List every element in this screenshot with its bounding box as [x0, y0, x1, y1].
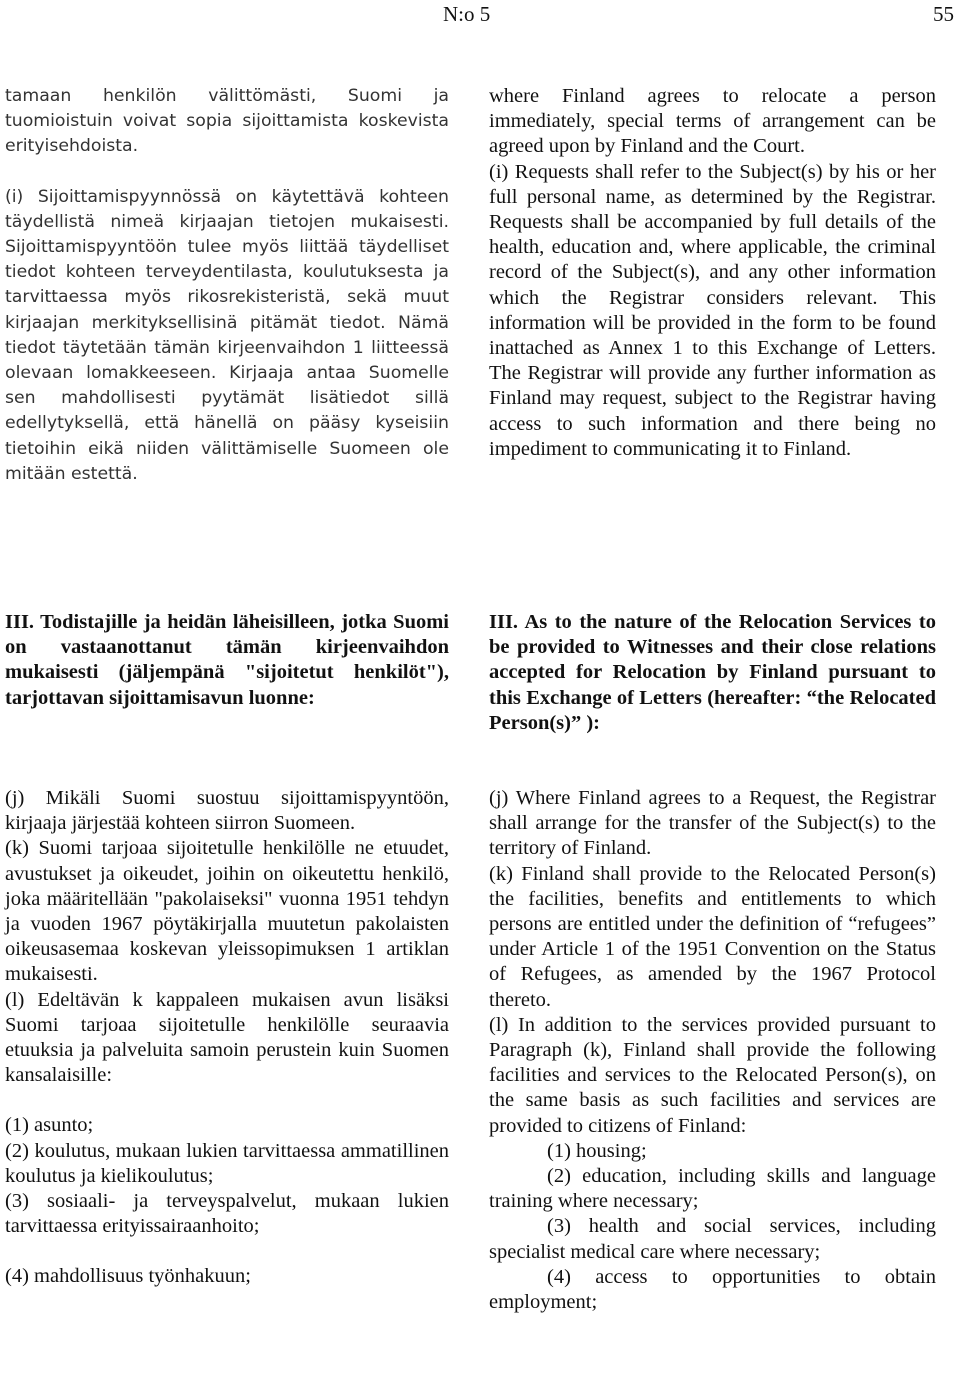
fi-paragraph-i-part1: (i) Sijoittamispyynnössä on käytettävä kohteen täydellistä nimeä kirjaajan tietojen mukaisesti.: [5, 186, 449, 232]
fi-section-heading: [5, 610, 449, 711]
fi-section-paragraphs: [5, 786, 449, 1290]
page-number: 55: [933, 2, 954, 26]
en-list-item-3: (3) health and social services, including specialist medical care where necessary;: [489, 1215, 936, 1263]
en-intro-paragraph: where Finland agrees to relocate a person immediately, special terms of arrangement can be agreed upon by Finland and the Court.: [489, 85, 936, 158]
fi-paragraph-i: [5, 185, 449, 487]
en-paragraph-k: (k) Finland shall provide to the Relocated Person(s) the facilities, benefits and entitlements to which persons are entitled under the definition of “refugees” under Article 1 of the 1951 Convention on the Status of Refugees, as amended by the 1967 Protocol thereto.: [489, 862, 936, 1011]
fi-list-item-2: (2) koulutus, mukaan lukien tarvittaessa ammatillinen koulutus ja kielikoulutus;: [5, 1139, 449, 1187]
en-list-item-2: (2) education, including skills and language training where necessary;: [489, 1165, 936, 1213]
fi-heading-iii: III. Todistajille ja heidän läheisilleen, jotka Suomi on vastaanottanut tämän kirjeenvaihdon mukaisesti (jäljempänä "sijoitetut henkilöt"), tarjottavan sijoittamisavun luonne:: [5, 611, 449, 709]
fi-list-item-3: (3) sosiaali- ja terveyspalvelut, mukaan lukien tarvittaessa erityissairaanhoito;: [5, 1190, 449, 1238]
fi-intro-paragraph: tamaan henkilön välittömästi, Suomi ja tuomioistuin voivat sopia sijoittamista koskevista erityisehdoista.: [5, 86, 449, 157]
fi-section-intro: [5, 84, 449, 487]
fi-list-item-1: (1) asunto;: [5, 1114, 94, 1137]
fi-list-item-4: (4) mahdollisuus työnhakuun;: [5, 1265, 251, 1288]
page-header: [0, 0, 960, 40]
en-paragraph-j: (j) Where Finland agrees to a Request, the Registrar shall arrange for the transfer of the Subject(s) to the territory of Finland.: [489, 787, 936, 860]
fi-paragraph-j: (j) Mikäli Suomi suostuu sijoittamispyyntöön, kirjaaja järjestää kohteen siirron Suomeen.: [5, 787, 449, 835]
fi-paragraph-l: (l) Edeltävän k kappaleen mukaisen avun lisäksi Suomi tarjoaa sijoitetulle henkilölle seuraavia etuuksia ja palveluita samoin perustein kuin Suomen kansalaisille:: [5, 988, 449, 1087]
fi-paragraph-k: (k) Suomi tarjoaa sijoitetulle henkilölle ne etuudet, avustukset ja oikeudet, joihin on oikeutettu henkilö, joka määritellään "pakolaiseksi" vuonna 1951 tehdyn ja vuoden 1967 pöytäkirjalla muutetun pakolaisten oikeusasemaa koskevan yleissopimuksen 1 artiklan mukaisesti.: [5, 837, 449, 986]
en-section-intro: [489, 84, 936, 462]
en-section-heading: [489, 610, 936, 736]
en-heading-iii: III. As to the nature of the Relocation Services to be provided to Witnesses and their close relations accepted for Relocation by Finland pursuant to this Exchange of Letters (hereafter: “the Relocated Person(s)” ):: [489, 611, 936, 734]
en-list-item-4: (4) access to opportunities to obtain employment;: [489, 1265, 936, 1314]
en-list-item-1: (1) housing;: [547, 1139, 647, 1162]
series-number: N:o 5: [443, 2, 491, 26]
fi-paragraph-i-part2: Sijoittamispyyntöön tulee myös liittää täydelliset tiedot kohteen terveydentilasta, koulutuksesta ja tarvittaessa myös rikosrekisteristä, sekä muut kirjaajan merkityksellisinä pitämät tiedot. Nämä tiedot täytetään tämän kirjeenvaihdon 1 liitteessä olevaan lomakkeeseen. Kirjaaja antaa Suomelle sen mahdollisesti pyytämät lisätiedot sillä edellytyksellä, että hänellä on pääsy kyseisiin tietoihin eikä niiden välittämiselle Suomeen ole mitään estettä.: [5, 237, 449, 484]
en-section-paragraphs: [489, 786, 936, 1315]
en-paragraph-l: (l) In addition to the services provided pursuant to Paragraph (k), Finland shall provide the following facilities and services to the Relocated Person(s), on the same basis as such facilities and services are provided to citizens of Finland:: [489, 1013, 936, 1137]
en-paragraph-i: (i) Requests shall refer to the Subject(s) by his or her full personal name, as determined by the Registrar. Requests shall be accompanied by full details of the health, education and, where applicable, the criminal record of the Subject(s), and any other information which the Registrar considers relevant. This information will be provided in the form to be found inattached as Annex 1 to this Exchange of Letters. The Registrar will provide any further information as Finland may request, subject to the Registrar having access to such information and there being no impediment to communicating it to Finland.: [489, 160, 936, 460]
